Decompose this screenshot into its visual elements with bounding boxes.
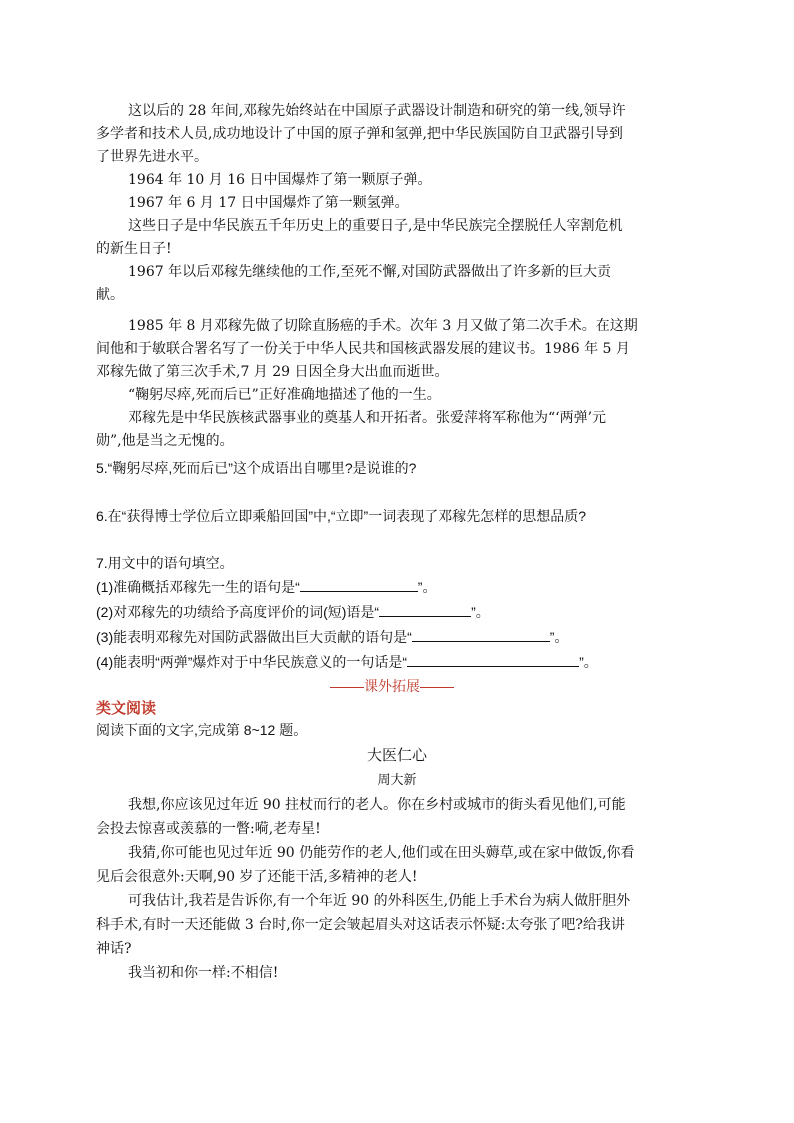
passage-line: 的新生日子!	[96, 241, 172, 257]
article-line: 科手术,有时一天还能做 3 台时,你一定会皱起眉头对这话表示怀疑:太夸张了吧?给我讲	[96, 917, 625, 933]
item-text: ”。	[549, 629, 569, 645]
section-rule-left	[330, 687, 364, 688]
item-text: ”。	[417, 579, 437, 595]
answer-blank[interactable]	[407, 652, 579, 667]
answer-blank[interactable]	[300, 577, 418, 592]
reading-instruction: 阅读下面的文字,完成第 8~12 题。	[96, 722, 308, 738]
item-text: ”。	[579, 654, 598, 670]
item-text: (4)能表明“两弹”爆炸对于中华民族意义的一句话是“	[96, 654, 408, 670]
passage-line: 1985 年 8 月邓稼先做了切除直肠癌的手术。次年 3 月又做了第二次手术。在这期	[128, 318, 638, 334]
question-7-item-4	[96, 651, 598, 673]
question-7-item-2	[96, 601, 490, 623]
article-line: 我当初和你一样:不相信!	[128, 965, 279, 981]
item-text: (3)能表明邓稼先对国防武器做出巨大贡献的语句是“	[96, 629, 412, 645]
passage-line: 了世界先进水平。	[96, 149, 208, 165]
passage-line: 献。	[96, 287, 124, 303]
passage-line: 这以后的 28 年间,邓稼先始终站在中国原子武器设计制造和研究的第一线,领导许	[128, 103, 626, 119]
passage-line: 多学者和技术人员,成功地设计了中国的原子弹和氢弹,把中华民族国防自卫武器引导到	[96, 126, 623, 142]
passage-line: 间他和于敏联合署名写了一份关于中华人民共和国核武器发展的建议书。1986 年 5 月	[96, 341, 630, 357]
article-title: 大医仁心	[366, 747, 427, 764]
section-rule-right	[420, 687, 454, 688]
passage-line: 勋”,他是当之无愧的。	[96, 433, 234, 449]
question-7-item-3	[96, 626, 568, 648]
item-text: ”。	[471, 604, 490, 620]
article-line: 神话?	[96, 941, 132, 957]
question-7-item-1	[96, 576, 436, 598]
answer-blank[interactable]	[412, 627, 550, 642]
question-5: 5.“鞠躬尽瘁,死而后已”这个成语出自哪里?是说谁的?	[96, 460, 417, 476]
passage-line: 邓稼先是中华民族核武器事业的奠基人和开拓者。张爱萍将军称他为“‘两弹’元	[128, 410, 607, 426]
section-title: 课外拓展	[364, 678, 420, 694]
article-line: 可我估计,我若是告诉你,有一个年近 90 的外科医生,仍能上手术台为病人做肝胆外	[128, 893, 631, 909]
article-line: 见后会很意外:天啊,90 岁了还能干活,多精神的老人!	[96, 869, 418, 885]
article-author: 周大新	[377, 772, 417, 787]
article-line: 我猜,你可能也见过年近 90 仍能劳作的老人,他们或在田头薅草,或在家中做饭,你看	[128, 845, 635, 861]
answer-blank[interactable]	[379, 602, 471, 617]
question-6: 6.在“获得博士学位后立即乘船回国”中,“立即”一词表现了邓稼先怎样的思想品质?	[96, 508, 586, 524]
passage-line: 1967 年 6 月 17 日中国爆炸了第一颗氢弹。	[128, 195, 409, 211]
article-line: 会投去惊喜或羡慕的一瞥:嗬,老寿星!	[96, 821, 321, 837]
section-header	[330, 676, 454, 696]
section-subtitle: 类文阅读	[96, 700, 157, 717]
item-text: (2)对邓稼先的功绩给予高度评价的词(短)语是“	[96, 604, 380, 620]
passage-line: 1964 年 10 月 16 日中国爆炸了第一颗原子弹。	[128, 172, 432, 188]
passage-line: 1967 年以后邓稼先继续他的工作,至死不懈,对国防武器做出了许多新的巨大贡	[128, 264, 611, 280]
question-7: 7.用文中的语句填空。	[96, 555, 234, 571]
item-text: (1)准确概括邓稼先一生的语句是“	[96, 579, 300, 595]
passage-line: 邓稼先做了第三次手术,7 月 29 日因全身大出血而逝世。	[96, 364, 449, 380]
article-line: 我想,你应该见过年近 90 拄杖而行的老人。你在乡村或城市的街头看见他们,可能	[128, 797, 626, 813]
passage-line: “鞠躬尽瘁,死而后已”正好准确地描述了他的一生。	[128, 387, 441, 403]
passage-line: 这些日子是中华民族五千年历史上的重要日子,是中华民族完全摆脱任人宰割危机	[128, 218, 623, 234]
